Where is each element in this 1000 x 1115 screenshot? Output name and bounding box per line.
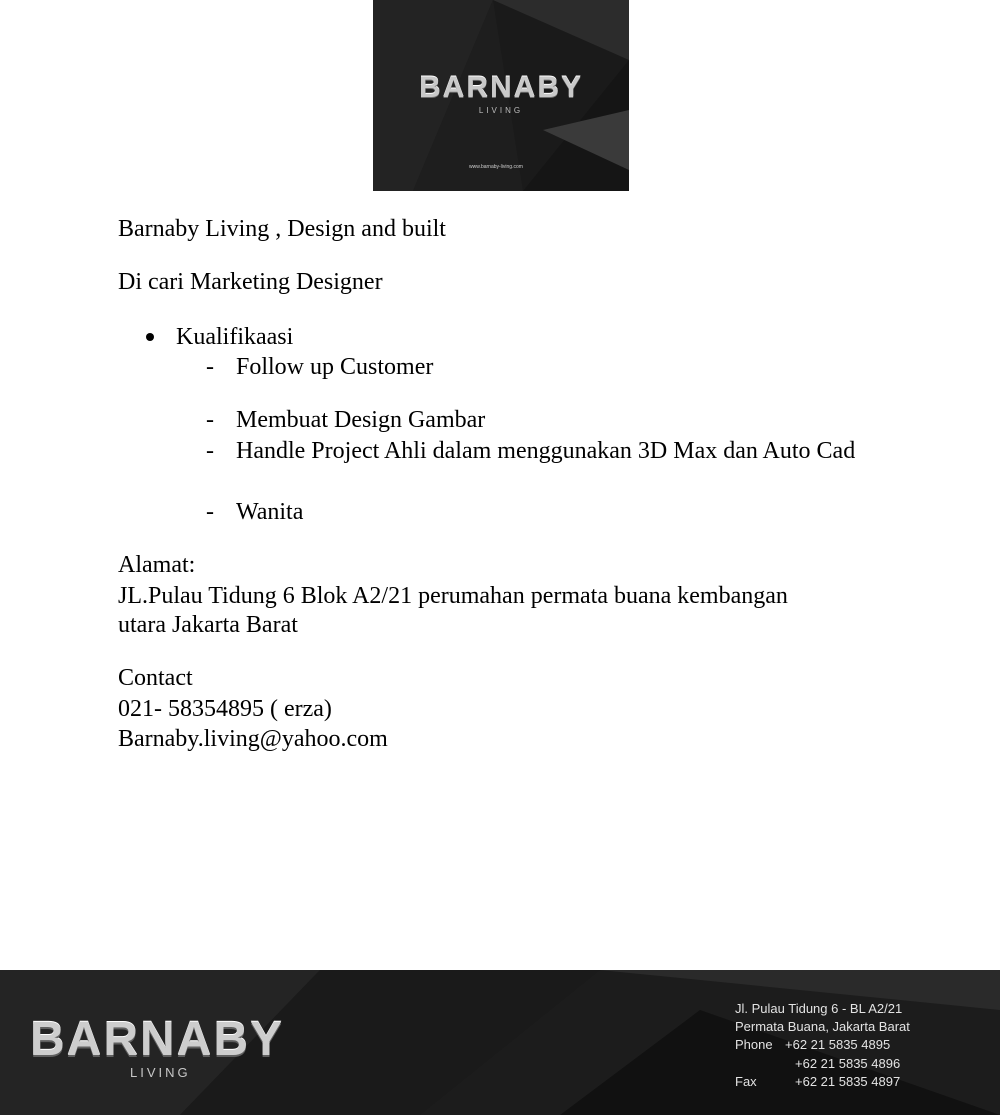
qualification-item: Follow up Customer (236, 354, 434, 380)
footer-phone: +62 21 5835 4896 (795, 1056, 901, 1071)
footer-banner (0, 970, 1000, 1115)
footer-phone: +62 21 5835 4895 (785, 1037, 891, 1052)
qualification-item: Handle Project Ahli dalam menggunakan 3D Max dan Auto Cad (236, 438, 856, 464)
company-tagline: Barnaby Living , Design and built (118, 216, 446, 242)
logo-url: www.barnaby-living.com (469, 164, 523, 170)
footer-phone-label: Phone (735, 1037, 773, 1052)
bullet-icon (146, 333, 154, 341)
qualification-item: Membuat Design Gambar (236, 407, 486, 433)
footer-logo-subtitle: LIVING (130, 1065, 191, 1080)
address-line: JL.Pulau Tidung 6 Blok A2/21 perumahan permata buana kembangan (118, 583, 788, 609)
qualification-heading: Kualifikaasi (176, 324, 294, 350)
footer-address-line: Permata Buana, Jakarta Barat (735, 1019, 910, 1034)
dash-marker: - (206, 407, 214, 433)
qualification-item: Wanita (236, 499, 304, 525)
contact-email[interactable]: Barnaby.living@yahoo.com (118, 726, 388, 752)
dash-marker: - (206, 438, 214, 464)
footer-fax: +62 21 5835 4897 (795, 1074, 901, 1089)
dash-marker: - (206, 354, 214, 380)
address-heading: Alamat: (118, 552, 196, 578)
footer-fax-label: Fax (735, 1074, 757, 1089)
header-logo (373, 0, 629, 191)
footer-address-line: Jl. Pulau Tidung 6 - BL A2/21 (735, 1001, 903, 1016)
dash-marker: - (206, 499, 214, 525)
contact-heading: Contact (118, 665, 193, 691)
logo-subtitle: LIVING (478, 106, 524, 115)
logo-wordmark: BARNABY (419, 71, 583, 104)
address-line: utara Jakarta Barat (118, 612, 298, 638)
job-title: Di cari Marketing Designer (118, 269, 383, 295)
contact-phone: 021- 58354895 ( erza) (118, 696, 332, 722)
footer-logo-wordmark: BARNABY (30, 1013, 284, 1066)
